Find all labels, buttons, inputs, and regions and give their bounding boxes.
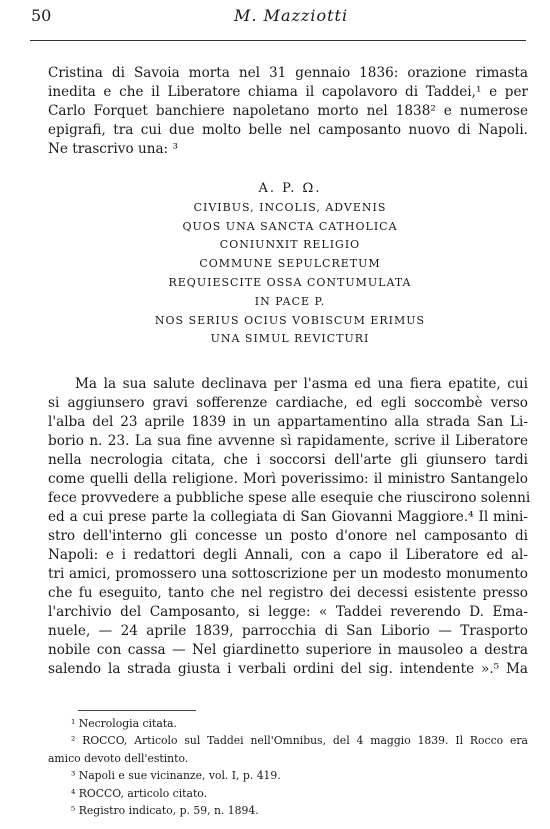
text-line: si aggiunsero gravi sofferenze cardiache, ed egli soccombè verso xyxy=(48,395,528,411)
text-line: ed a cui prese parte la collegiata di San Giovanni Maggiore.⁴ Il mini- xyxy=(48,509,528,525)
header-rule xyxy=(30,40,526,41)
text-line: come quelli della religione. Morì poverissimo: il ministro Santangelo xyxy=(48,471,528,487)
text-line: l'alba del 23 aprile 1839 in un appartamentino alla strada San Li- xyxy=(48,414,528,430)
text-line: Ma la sua salute declinava per l'asma ed una fiera epatite, cui xyxy=(75,376,528,392)
footnote: ⁴ ROCCO, articolo citato. xyxy=(71,786,208,800)
inscription-line: UNA SIMUL REVICTURI xyxy=(210,332,370,346)
text-line: stro dell'interno gli concesse un posto d'onore nel camposanto di xyxy=(48,528,528,544)
footnote: ² ROCCO, Articolo sul Taddei nell'Omnibus, del 4 maggio 1839. Il Rocco era xyxy=(71,734,528,748)
text-line: Cristina di Savoia morta nel 31 gennaio 1836: orazione rimasta xyxy=(48,65,528,81)
footnote-rule xyxy=(78,710,196,711)
text-line: Napoli: e i redattori degli Annali, con a capo il Liberatore ed al- xyxy=(48,547,528,563)
text-line: nobile con cassa — Nel giardinetto superiore in mausoleo a destra xyxy=(48,642,528,658)
inscription-heading: A. P. Ω. xyxy=(258,181,322,196)
text-line: fece provvedere a pubbliche spese alle esequie che riuscirono solenni xyxy=(48,490,531,506)
footnote: ¹ Necrologia citata. xyxy=(71,717,177,730)
text-line: l'archivio del Camposanto, si legge: « Taddei reverendo D. Ema- xyxy=(48,604,528,620)
inscription-line: QUOS UNA SANCTA CATHOLICA xyxy=(182,219,398,233)
paragraph-1 xyxy=(48,64,528,159)
text-line: che fu eseguito, tanto che nel registro dei decessi esistente presso xyxy=(48,585,528,601)
text-line: inedita e che il Liberatore chiama il capolavoro di Taddei,¹ e per xyxy=(48,84,528,100)
footnote: ³ Napoli e sue vicinanze, vol. I, p. 419. xyxy=(71,769,281,783)
inscription-line: REQUIESCITE OSSA CONTUMULATA xyxy=(168,275,412,289)
footnotes xyxy=(48,715,528,819)
text-line: salendo la strada giusta i verbali ordini del sig. intendente ».⁵ Ma xyxy=(48,661,528,677)
text-line: tri amici, promossero una sottoscrizione per un modesto monumento xyxy=(48,566,528,582)
text-line: borio n. 23. La sua fine avvenne sì rapidamente, scrive il Liberatore xyxy=(48,433,528,449)
text-line: Ne trascrivo una: ³ xyxy=(48,141,178,157)
footnote-continuation: amico devoto dell'estinto. xyxy=(48,751,189,765)
text-line: Carlo Forquet banchiere napoletano morto nel 1838² e numerose xyxy=(48,103,528,119)
inscription-line: CONIUNXIT RELIGIO xyxy=(219,238,361,252)
text-line: nella necrologia citata, che i soccorsi dell'arte gli giunsero tardi xyxy=(48,452,528,468)
footnote: ⁵ Registro indicato, p. 59, n. 1894. xyxy=(71,804,259,818)
page-number: 50 xyxy=(31,6,52,25)
text-line: epigrafi, tra cui due molto belle nel camposanto nuovo di Napoli. xyxy=(48,122,528,138)
inscription-line: NOS SERIUS OCIUS VOBISCUM ERIMUS xyxy=(154,313,426,327)
inscription xyxy=(60,180,520,349)
running-head: M. Mazziotti xyxy=(234,6,349,25)
text-line: nuele, — 24 aprile 1839, parrocchia di San Liborio — Trasporto xyxy=(48,623,528,639)
inscription-line: COMMUNE SEPULCRETUM xyxy=(199,257,381,271)
inscription-line: CIVIBUS, INCOLIS, ADVENIS xyxy=(193,200,387,214)
paragraph-2 xyxy=(48,375,531,679)
inscription-line: IN PACE P. xyxy=(254,294,326,308)
